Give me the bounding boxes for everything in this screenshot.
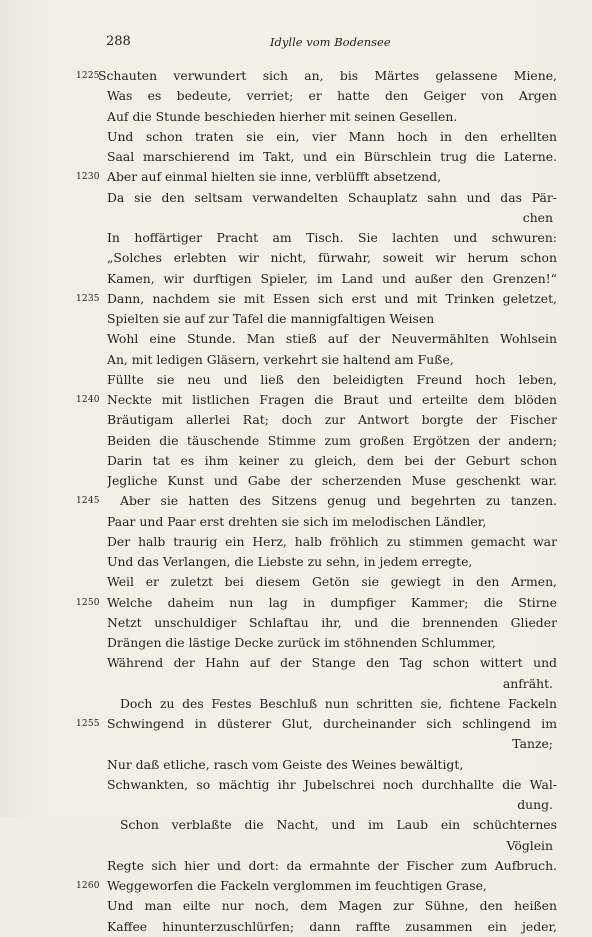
verse-text: Was es bedeute, verriet; er hatte den Geiger von Argen (107, 88, 557, 104)
verse-line (0, 755, 592, 775)
line-number: 1230 (76, 172, 100, 183)
verse-text: Paar und Paar erst drehten sie sich im melodischen Ländler, (107, 513, 487, 529)
verse-text: „Solches erlebten wir nicht, fürwahr, soweit wir herum schon (107, 250, 557, 266)
verse-line (0, 167, 592, 187)
verse-text: Weil er zuletzt bei diesem Getön sie gewiegt in den Armen, (107, 574, 557, 590)
verse-text: Kamen, wir durftigen Spieler, im Land und außer den Grenzen!“ (107, 270, 557, 286)
verse-text: Auf die Stunde beschieden hierher mit seinen Gesellen. (107, 108, 458, 124)
verse-text: Drängen die lästige Decke zurück im stöhnenden Schlummer, (107, 635, 496, 650)
line-number: 1235 (76, 293, 100, 304)
verse-line (0, 653, 592, 673)
verse-line (0, 512, 592, 532)
verse-text: Darin tat es ihm keiner zu gleich, dem bei der Geburt schon (107, 452, 557, 468)
line-number: 1245 (76, 496, 100, 507)
verse-line (0, 876, 592, 896)
verse-line (0, 734, 592, 754)
verse-text: Wohl eine Stunde. Man stieß auf der Neuvermählten Wohlsein (107, 331, 557, 347)
page-header (0, 34, 592, 54)
verse-text: Vöglein (506, 837, 553, 853)
verse-line (0, 86, 592, 106)
verse-line (0, 471, 592, 491)
verse-line (0, 289, 592, 309)
line-number: 1260 (76, 881, 100, 891)
verse-line (0, 694, 592, 714)
verse-line (0, 147, 592, 167)
verse-line (0, 896, 592, 916)
verse-line (0, 451, 592, 471)
verse-line (0, 188, 592, 208)
verse-text: Regte sich hier und dort: da ermahnte der Fischer zum Aufbruch. (107, 857, 557, 873)
line-number: 1255 (76, 719, 100, 729)
verse-line (0, 431, 592, 451)
verse-text: Schwingend in düsterer Glut, durcheinander sich schlingend im (107, 716, 557, 731)
verse-line (0, 633, 592, 653)
verse-text: Dann, nachdem sie mit Essen sich erst und mit Trinken geletzet, (107, 290, 557, 306)
verse-text: Jegliche Kunst und Gabe der scherzenden Muse geschenkt war. (107, 473, 557, 488)
verse-line (0, 572, 592, 592)
line-number: 1240 (76, 395, 100, 405)
verse-text: Bräutigam allerlei Rat; doch zur Antwort borgte der Fischer (107, 412, 557, 428)
verse-text: Und man eilte nur noch, dem Magen zur Sühne, den heißen (107, 898, 557, 914)
verse-line (0, 613, 592, 633)
verse-text: Während der Hahn auf der Stange den Tag schon wittert und (107, 655, 557, 671)
verse-line (0, 674, 592, 694)
verse-line (0, 269, 592, 289)
verse-text: Spielten sie auf zur Tafel die mannigfaltigen Weisen (107, 311, 435, 326)
verse-line (0, 66, 592, 86)
verse-line (0, 532, 592, 552)
verse-text: Netzt unschuldiger Schlaftau ihr, und die brennenden Glieder (107, 614, 557, 630)
verse-line (0, 410, 592, 430)
verse-line (0, 552, 592, 572)
verse-text: Weggeworfen die Fackeln verglommen im feuchtigen Grase, (107, 878, 487, 893)
verse-text: Neckte mit listlichen Fragen die Braut und erteilte dem blöden (107, 392, 557, 407)
verse-line (0, 775, 592, 795)
verse-line (0, 815, 592, 835)
verse-line (0, 350, 592, 370)
verse-text: chen (522, 209, 553, 225)
verse-line (0, 714, 592, 734)
verse-text: Nur daß etliche, rasch vom Geiste des Weines bewältigt, (107, 756, 464, 772)
verse-line (0, 107, 592, 127)
line-number: 1250 (76, 597, 100, 608)
verse-line (0, 390, 592, 410)
verse-line (0, 836, 592, 856)
verse-text: Und schon traten sie ein, vier Mann hoch in den erhellten (107, 128, 557, 144)
verse-text: Aber auf einmal hielten sie inne, verblüfft absetzend, (107, 169, 442, 185)
verse-text: Welche daheim nun lag in dumpfiger Kammer; die Stirne (107, 594, 557, 610)
verse-line (0, 208, 592, 228)
verse-line (0, 309, 592, 329)
verse-text: Schwankten, so mächtig ihr Jubelschrei noch durchhallte die Wal- (107, 776, 557, 792)
running-title: Idylle vom Bodensee (270, 35, 391, 49)
verse-line (0, 856, 592, 876)
line-number: 1225 (76, 71, 100, 81)
verse-text: Doch zu des Festes Beschluß nun schritten sie, fichtene Fackeln (120, 695, 557, 711)
verse-line (0, 370, 592, 390)
verse-text: An, mit ledigen Gläsern, verkehrt sie haltend am Fuße, (107, 351, 454, 367)
verse-line (0, 795, 592, 815)
verse-text: Aber sie hatten des Sitzens genug und begehrten zu tanzen. (120, 493, 557, 509)
verse-line (0, 329, 592, 349)
verse-text: Tanze; (512, 736, 553, 752)
verse-text: dung. (517, 797, 553, 812)
verse-text: anfräht. (502, 675, 553, 691)
verse-line (0, 491, 592, 511)
verse-line (0, 228, 592, 248)
verse-line (0, 593, 592, 613)
verse-text: Da sie den seltsam verwandelten Schauplatz sahn und das Pär- (107, 189, 557, 205)
verse-line (0, 127, 592, 147)
verse-text: Schauten verwundert sich an, bis Märtes gelassene Miene, (98, 68, 557, 83)
verse-text: Saal marschierend im Takt, und ein Bürschlein trug die Laterne. (107, 149, 557, 164)
verse-text: Kaffee hinunterzuschlürfen; dann raffte zusammen ein jeder, (107, 918, 557, 934)
page-number: 288 (106, 34, 131, 49)
verse-text: Und das Verlangen, die Liebste zu sehn, in jedem erregte, (107, 554, 473, 569)
verse-text: Füllte sie neu und ließ den beleidigten Freund hoch leben, (107, 371, 557, 387)
verse-line (0, 917, 592, 937)
verse-text: Der halb traurig ein Herz, halb fröhlich zu stimmen gemacht war (107, 533, 557, 549)
verse-line (0, 248, 592, 268)
poem-text (0, 66, 592, 937)
verse-text: In hoffärtiger Pracht am Tisch. Sie lachten und schwuren: (107, 230, 557, 245)
verse-text: Schon verblaßte die Nacht, und im Laub ein schüchternes (120, 817, 557, 833)
verse-text: Beiden die täuschende Stimme zum großen Ergötzen der andern; (107, 432, 557, 448)
